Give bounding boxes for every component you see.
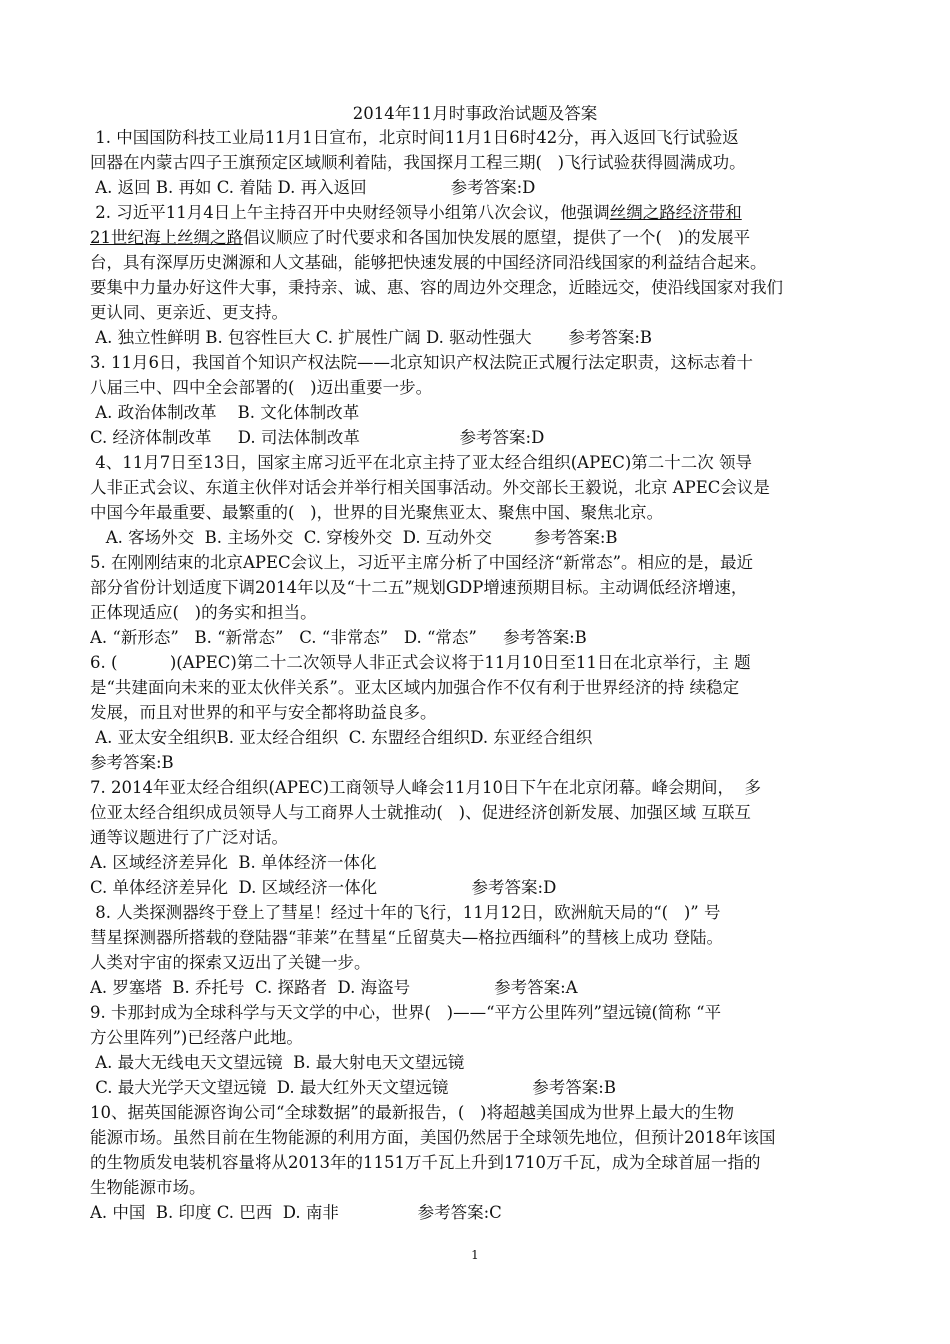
text-segment: 回器在内蒙古四子王旗预定区域顺利着陆，我国探月工程三期( )飞行试验获得圆满成功。 [90, 153, 746, 172]
text-segment: 通等议题进行了广泛对话。 [90, 828, 288, 847]
text-segment: A. 政治体制改革 B. 文化体制改革 [90, 403, 360, 422]
text-segment: 5. 在刚刚结束的北京APEC会议上，习近平主席分析了中国经济“新常态”。相应的是，最近 [90, 553, 754, 572]
text-line [90, 675, 862, 700]
text-segment: 生物能源市场。 [90, 1178, 206, 1197]
text-segment: A. 中国 B. 印度 C. 巴西 D. 南非 参考答案:C [90, 1203, 502, 1222]
text-line [90, 750, 862, 775]
text-line [90, 150, 862, 175]
text-segment: C. 经济体制改革 D. 司法体制改革 参考答案:D [90, 428, 545, 447]
text-segment: 是“共建面向未来的亚太伙伴关系”。亚太区域内加强合作不仅有利于世界经济的持 续稳定 [90, 678, 740, 697]
text-segment: 部分省份计划适度下调2014年以及“十二五”规划GDP增速预期目标。主动调低经济增速， [90, 578, 748, 597]
text-segment: 更认同、更亲近、更支持。 [90, 303, 288, 322]
text-segment: C. 单体经济差异化 D. 区域经济一体化 参考答案:D [90, 878, 557, 897]
text-line [90, 175, 862, 200]
text-line [90, 475, 862, 500]
document-title: 2014年11月时事政治试题及答案 [352, 104, 598, 123]
text-line [90, 250, 862, 275]
text-segment: 7. 2014年亚太经合组织(APEC)工商领导人峰会11月10日下午在北京闭幕。峰会期间， 多 [90, 778, 762, 797]
text-segment: 位亚太经合组织成员领导人与工商界人士就推动( )、促进经济创新发展、加强区域 互联互 [90, 803, 751, 822]
underlined-text: 21世纪海上丝绸之路 [90, 228, 243, 247]
text-segment: 发展，而且对世界的和平与安全都将助益良多。 [90, 703, 437, 722]
text-segment: C. 最大光学天文望远镜 D. 最大红外天文望远镜 参考答案:B [90, 1078, 616, 1097]
text-line [90, 525, 862, 550]
text-segment: 台，具有深厚历史渊源和人文基础，能够把快速发展的中国经济同沿线国家的利益结合起来。 [90, 253, 767, 272]
text-line [90, 900, 862, 925]
text-segment: 参考答案:B [90, 753, 174, 772]
text-segment: 9. 卡那封成为全球科学与天文学的中心，世界( )——“平方公里阵列”望远镜(简称 “平 [90, 1003, 722, 1022]
text-segment: 2. 习近平11月4日上午主持召开中央财经领导小组第八次会议，他强调 [90, 203, 610, 222]
text-line [90, 925, 862, 950]
text-line [90, 575, 862, 600]
text-line [90, 1100, 862, 1125]
text-segment: A. 最大无线电天文望远镜 B. 最大射电天文望远镜 [90, 1053, 465, 1072]
text-line [90, 1050, 862, 1075]
text-line [90, 800, 862, 825]
page-number: 1 [471, 1248, 479, 1262]
text-line [90, 1075, 862, 1100]
text-segment: 方公里阵列”)已经落户此地。 [90, 1028, 303, 1047]
text-line [90, 825, 862, 850]
text-segment: 的生物质发电装机容量将从2013年的1151万千瓦上升到1710万千瓦，成为全球首屈一指的 [90, 1153, 761, 1172]
text-segment: 4、11月7日至13日，国家主席习近平在北京主持了亚太经合组织(APEC)第二十二次 领导 [90, 453, 753, 472]
text-segment: 中国今年最重要、最繁重的( )，世界的目光聚焦亚太、聚焦中国、聚焦北京。 [90, 503, 664, 522]
text-segment: 6. ( )(APEC)第二十二次领导人非正式会议将于11月10日至11日在北京举行，主 题 [90, 653, 751, 672]
document-body [90, 125, 862, 1225]
text-line [90, 650, 862, 675]
text-segment: 人非正式会议、东道主伙伴对话会并举行相关国事活动。外交部长王毅说，北京 APEC会议是 [90, 478, 770, 497]
text-line [90, 625, 862, 650]
text-line [90, 425, 862, 450]
text-segment: 要集中力量办好这件大事，秉持亲、诚、惠、容的周边外交理念，近睦远交，使沿线国家对我们 [90, 278, 783, 297]
text-segment: A. 区域经济差异化 B. 单体经济一体化 [90, 853, 377, 872]
text-line [90, 950, 862, 975]
text-line [90, 1200, 862, 1225]
text-line [90, 975, 862, 1000]
text-segment: 倡议顺应了时代要求和各国加快发展的愿望，提供了一个( )的发展平 [243, 228, 751, 247]
text-line [90, 1000, 862, 1025]
text-line [90, 275, 862, 300]
text-line [90, 875, 862, 900]
text-line [90, 1175, 862, 1200]
text-line [90, 300, 862, 325]
text-segment: A. 亚太安全组织B. 亚太经合组织 C. 东盟经合组织D. 东亚经合组织 [90, 728, 593, 747]
text-segment: 八届三中、四中全会部署的( )迈出重要一步。 [90, 378, 433, 397]
text-segment: 3. 11月6日，我国首个知识产权法院——北京知识产权法院正式履行法定职责，这标志着十 [90, 353, 753, 372]
text-line [90, 775, 862, 800]
text-line [90, 400, 862, 425]
text-line [90, 200, 862, 225]
text-segment: A. 返回 B. 再如 C. 着陆 D. 再入返回 参考答案:D [90, 178, 536, 197]
underlined-text: 丝绸之路经济带和 [609, 203, 742, 222]
text-line [90, 350, 862, 375]
text-line [90, 1125, 862, 1150]
text-segment: A. 客场外交 B. 主场外交 C. 穿梭外交 D. 互动外交 参考答案:B [90, 528, 618, 547]
text-segment: 8. 人类探测器终于登上了彗星！经过十年的飞行，11月12日，欧洲航天局的“( )” 号 [90, 903, 721, 922]
text-line [90, 600, 862, 625]
text-segment: A. “新形态” B. “新常态” C. “非常态” D. “常态” 参考答案:B [90, 628, 587, 647]
text-segment: 彗星探测器所搭载的登陆器“菲莱”在彗星“丘留莫夫—格拉西缅科”的彗核上成功 登陆。 [90, 928, 723, 947]
text-line [90, 725, 862, 750]
text-segment: 能源市场。虽然目前在生物能源的利用方面，美国仍然居于全球领先地位，但预计2018年该国 [90, 1128, 776, 1147]
text-segment: A. 罗塞塔 B. 乔托号 C. 探路者 D. 海盗号 参考答案:A [90, 978, 578, 997]
text-line [90, 550, 862, 575]
text-line [90, 850, 862, 875]
text-line [90, 125, 862, 150]
text-segment: A. 独立性鲜明 B. 包容性巨大 C. 扩展性广阔 D. 驱动性强大 参考答案:B [90, 328, 653, 347]
text-line [90, 450, 862, 475]
text-line [90, 375, 862, 400]
text-segment: 人类对宇宙的探索又迈出了关键一步。 [90, 953, 371, 972]
text-line [90, 500, 862, 525]
text-line [90, 1150, 862, 1175]
text-line [90, 325, 862, 350]
text-line [90, 1025, 862, 1050]
text-line [90, 225, 862, 250]
text-segment: 10、据英国能源咨询公司“全球数据”的最新报告，( )将超越美国成为世界上最大的生物 [90, 1103, 734, 1122]
text-line [90, 700, 862, 725]
text-segment: 1. 中国国防科技工业局11月1日宣布，北京时间11月1日6时42分，再入返回飞行试验返 [90, 128, 739, 147]
text-segment: 正体现适应( )的务实和担当。 [90, 603, 317, 622]
